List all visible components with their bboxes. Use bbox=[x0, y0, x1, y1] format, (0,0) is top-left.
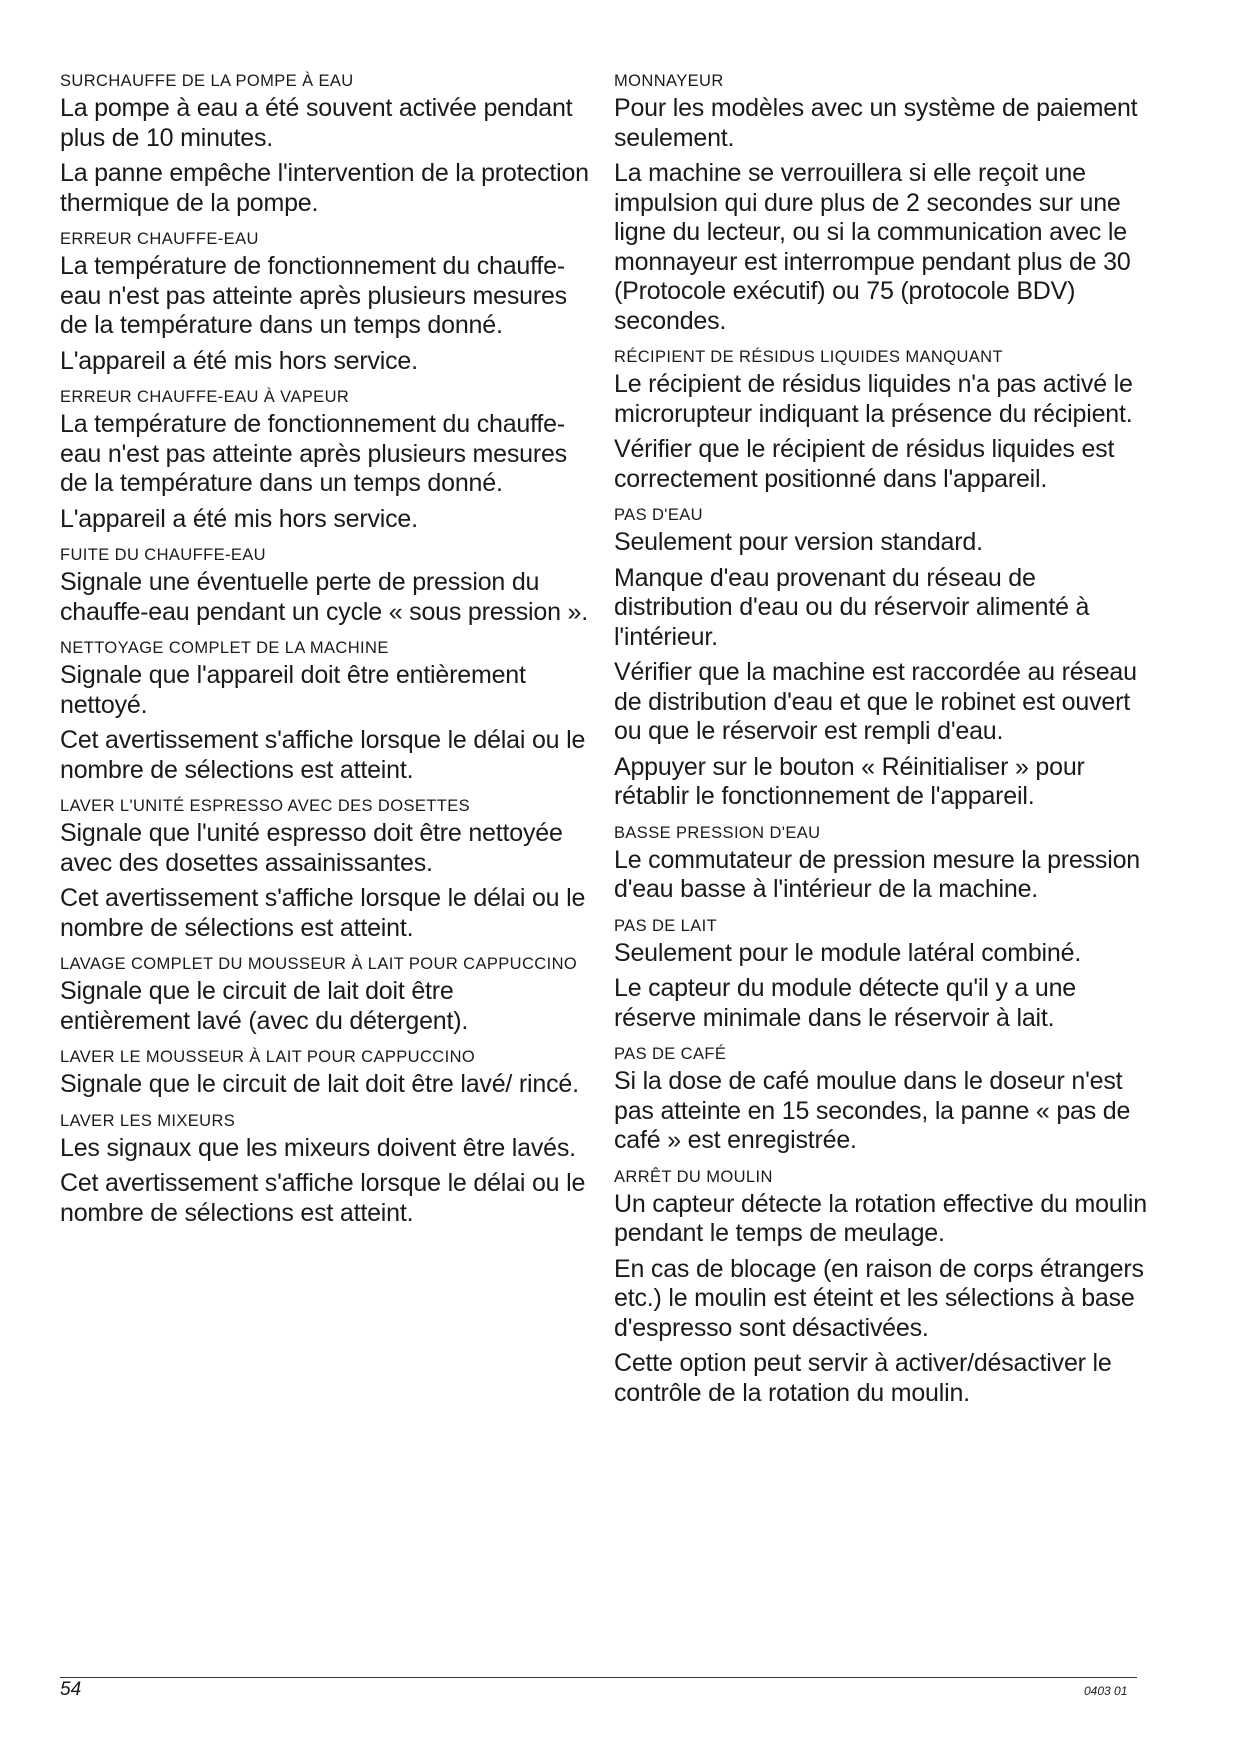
section-heading: PAS D'EAU bbox=[614, 506, 703, 524]
section-heading: FUITE DU CHAUFFE-EAU bbox=[60, 546, 266, 564]
section-paragraph: Un capteur détecte la rotation effective du moulin pendant le temps de meulage. bbox=[614, 1189, 1147, 1247]
section-paragraph: L'appareil a été mis hors service. bbox=[60, 346, 418, 375]
section-paragraph: Le commutateur de pression mesure la pression d'eau basse à l'intérieur de la machine. bbox=[614, 845, 1140, 903]
section-heading: BASSE PRESSION D'EAU bbox=[614, 823, 821, 842]
section-heading: PAS DE CAFÉ bbox=[614, 1045, 727, 1063]
section-paragraph: Le capteur du module détecte qu'il y a une réserve minimale dans le réservoir à lait. bbox=[614, 974, 1076, 1032]
section-paragraph: Signale une éventuelle perte de pression du chauffe-eau pendant un cycle « sous pression ». bbox=[60, 568, 589, 626]
section-paragraph: La pompe à eau a été souvent activée pendant plus de 10 minutes. bbox=[60, 94, 573, 152]
section-paragraph: En cas de blocage (en raison de corps étrangers etc.) le moulin est éteint et les sélections à base d'espresso sont désactivées. bbox=[614, 1254, 1144, 1342]
error-section bbox=[614, 70, 1154, 336]
error-section bbox=[614, 346, 1154, 494]
section-heading: MONNAYEUR bbox=[614, 72, 724, 90]
error-section bbox=[614, 504, 1154, 812]
section-paragraph: Vérifier que le récipient de résidus liquides est correctement positionné dans l'appareil. bbox=[614, 435, 1115, 493]
error-section bbox=[60, 544, 590, 627]
page-number: 54 bbox=[60, 1679, 82, 1700]
section-paragraph: Seulement pour version standard. bbox=[614, 528, 983, 556]
section-heading: RÉCIPIENT DE RÉSIDUS LIQUIDES MANQUANT bbox=[614, 348, 1003, 366]
section-paragraph: Seulement pour le module latéral combiné. bbox=[614, 938, 1082, 967]
section-paragraph: L'appareil a été mis hors service. bbox=[60, 504, 418, 533]
section-paragraph: Appuyer sur le bouton « Réinitialiser » pour rétablir le fonctionnement de l'appareil. bbox=[614, 752, 1085, 810]
right-column bbox=[614, 70, 1154, 1414]
section-paragraph: Cet avertissement s'affiche lorsque le délai ou le nombre de sélections est atteint. bbox=[60, 1169, 586, 1227]
section-paragraph: Les signaux que les mixeurs doivent être lavés. bbox=[60, 1133, 576, 1162]
section-paragraph: Signale que l'appareil doit être entièrement nettoyé. bbox=[60, 661, 526, 719]
section-paragraph: Cette option peut servir à activer/désactiver le contrôle de la rotation du moulin. bbox=[614, 1349, 1112, 1407]
section-paragraph: Le récipient de résidus liquides n'a pas activé le microrupteur indiquant la présence du récipient. bbox=[614, 370, 1133, 428]
section-paragraph: Cet avertissement s'affiche lorsque le délai ou le nombre de sélections est atteint. bbox=[60, 884, 586, 942]
error-section bbox=[614, 1166, 1154, 1409]
section-heading: ERREUR CHAUFFE-EAU À VAPEUR bbox=[60, 388, 350, 406]
section-heading: ARRÊT DU MOULIN bbox=[614, 1167, 773, 1186]
error-section bbox=[60, 795, 590, 943]
section-heading: PAS DE LAIT bbox=[614, 916, 718, 935]
section-paragraph: Si la dose de café moulue dans le doseur n'est pas atteinte en 15 secondes, la panne « pas de café » est enregistrée. bbox=[614, 1067, 1131, 1154]
error-section bbox=[614, 915, 1154, 1034]
section-heading: LAVAGE COMPLET DU MOUSSEUR À LAIT POUR CAPPUCCINO bbox=[60, 955, 578, 973]
section-paragraph: Pour les modèles avec un système de paiement seulement. bbox=[614, 94, 1138, 152]
section-heading: LAVER L'UNITÉ ESPRESSO AVEC DES DOSETTES bbox=[60, 797, 471, 815]
error-section bbox=[60, 228, 590, 376]
section-heading: LAVER LES MIXEURS bbox=[60, 1111, 236, 1130]
error-section bbox=[614, 1043, 1154, 1156]
error-section bbox=[60, 1046, 590, 1100]
section-paragraph: Signale que l'unité espresso doit être nettoyée avec des dosettes assainissantes. bbox=[60, 819, 563, 877]
error-section bbox=[60, 1110, 590, 1229]
section-heading: SURCHAUFFE DE LA POMPE À EAU bbox=[60, 72, 354, 90]
error-section bbox=[60, 953, 590, 1036]
left-column bbox=[60, 70, 590, 1234]
section-paragraph: Vérifier que la machine est raccordée au réseau de distribution d'eau et que le robinet est ouvert ou que le réservoir est rempli d'eau. bbox=[614, 658, 1137, 745]
error-section bbox=[60, 637, 590, 785]
error-section bbox=[614, 822, 1154, 905]
section-paragraph: Cet avertissement s'affiche lorsque le délai ou le nombre de sélections est atteint. bbox=[60, 726, 586, 784]
section-paragraph: La panne empêche l'intervention de la protection thermique de la pompe. bbox=[60, 159, 589, 217]
section-heading: NETTOYAGE COMPLET DE LA MACHINE bbox=[60, 639, 389, 657]
section-paragraph: Manque d'eau provenant du réseau de distribution d'eau ou du réservoir alimenté à l'intérieur. bbox=[614, 563, 1090, 651]
section-paragraph: La température de fonctionnement du chauffe-eau n'est pas atteinte après plusieurs mesures de la température dans un temps donné. bbox=[60, 252, 567, 339]
section-heading: ERREUR CHAUFFE-EAU bbox=[60, 230, 259, 248]
error-section bbox=[60, 386, 590, 534]
document-code: 0403 01 bbox=[1084, 1684, 1128, 1698]
section-paragraph: Signale que le circuit de lait doit être entièrement lavé (avec du détergent). bbox=[60, 977, 469, 1035]
section-paragraph: La température de fonctionnement du chauffe-eau n'est pas atteinte après plusieurs mesures de la température dans un temps donné. bbox=[60, 410, 567, 497]
section-paragraph: La machine se verrouillera si elle reçoit une impulsion qui dure plus de 2 secondes sur une ligne du lecteur, ou si la communication avec le monnayeur est interrompue pendant plus de 30 (Protocole exécutif) ou 75 (protocole BDV) secondes. bbox=[614, 159, 1131, 335]
footer-divider bbox=[60, 1677, 1137, 1678]
section-heading: LAVER LE MOUSSEUR À LAIT POUR CAPPUCCINO bbox=[60, 1048, 476, 1066]
error-section bbox=[60, 70, 590, 218]
section-paragraph: Signale que le circuit de lait doit être lavé/ rincé. bbox=[60, 1070, 579, 1098]
